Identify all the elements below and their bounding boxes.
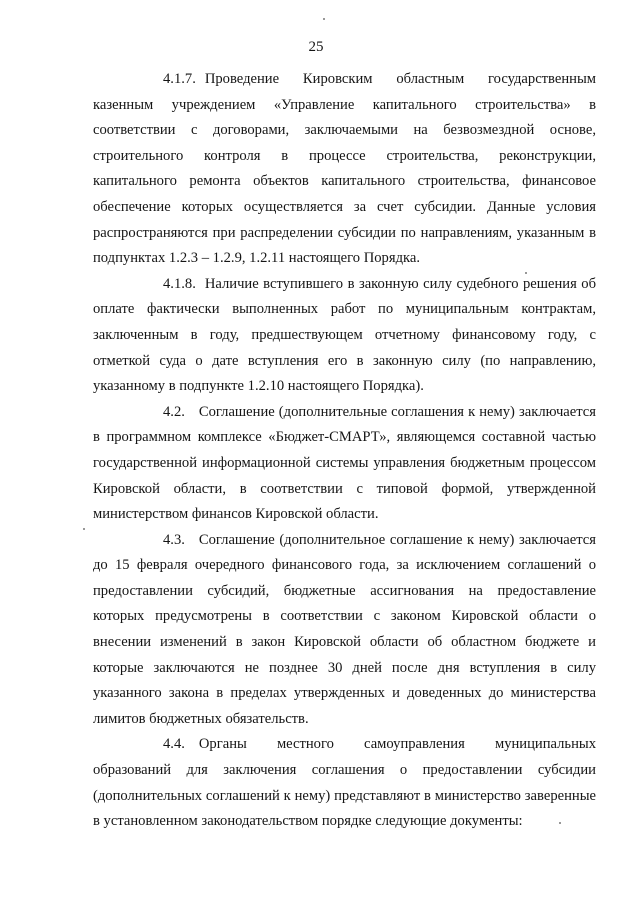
paragraph-4-1-8 xyxy=(93,272,596,400)
paragraph-text: Наличие вступившего в законную силу судебного решения об оплате фактически выполненных работ по муниципальным контрактам, заключенным в году, предшествующем отчетному финансовому году, с отметкой суда о дате вступления его в законную силу (по направлению, указанному в подпункте 1.2.10 настоящего Порядка). xyxy=(93,275,596,395)
paragraph-number: 4.3. xyxy=(163,531,185,548)
scan-speck xyxy=(559,822,561,824)
scan-speck xyxy=(323,18,325,20)
paragraph-text: Органы местного самоуправления муниципальных образований для заключения соглашения о предоставлении субсидии (дополнительных соглашений к нему) представляют в министерство заверенные в установленном законодательством порядке следующие документы: xyxy=(93,736,596,830)
scan-speck xyxy=(83,528,85,530)
document-body xyxy=(93,67,596,835)
paragraph-number: 4.1.7. xyxy=(163,71,196,87)
paragraph-text: Соглашение (дополнительные соглашения к нему) заключается в программном комплексе «Бюджет-СМАРТ», являющемся составной частью государственной информационной системы управления бюджетным процессом Кировской области, в соответствии с типовой формой, утвержденной министерством финансов Кировской области. xyxy=(93,403,596,523)
paragraph-text: Проведение Кировским областным государственным казенным учреждением «Управление капитального строительства» в соответствии с договорами, заключаемыми на безвозмездной основе, строительного контроля в процессе строительства, реконструкции, капитального ремонта объектов капитального строительства, финансовое обеспечение которых осуществляется за счет субсидии. Данные условия распространяются при распределении субсидии по направлениям, указанным в подпунктах 1.2.3 – 1.2.9, 1.2.11 настоящего Порядка. xyxy=(93,71,596,267)
paragraph-4-2 xyxy=(93,400,596,528)
paragraph-number: 4.4. xyxy=(163,736,185,753)
page-number: 25 xyxy=(308,39,324,55)
paragraph-number: 4.1.8. xyxy=(163,275,196,292)
paragraph-4-4 xyxy=(93,732,596,834)
paragraph-text: Соглашение (дополнительное соглашение к нему) заключается до 15 февраля очередного финансового года, за исключением соглашений о предоставлении субсидий, бюджетные ассигнования на предоставление которых предусмотрены в соответствии с законом Кировской области о внесении изменений в закон Кировской области об областном бюджете и которые заключаются не позднее 30 дней после дня вступления в силу указанного закона в пределах утвержденных и доведенных до министерства лимитов бюджетных обязательств. xyxy=(93,531,596,727)
paragraph-number: 4.2. xyxy=(163,403,185,420)
paragraph-4-3 xyxy=(93,528,596,733)
paragraph-4-1-7 xyxy=(93,67,596,272)
scan-speck xyxy=(525,272,527,274)
